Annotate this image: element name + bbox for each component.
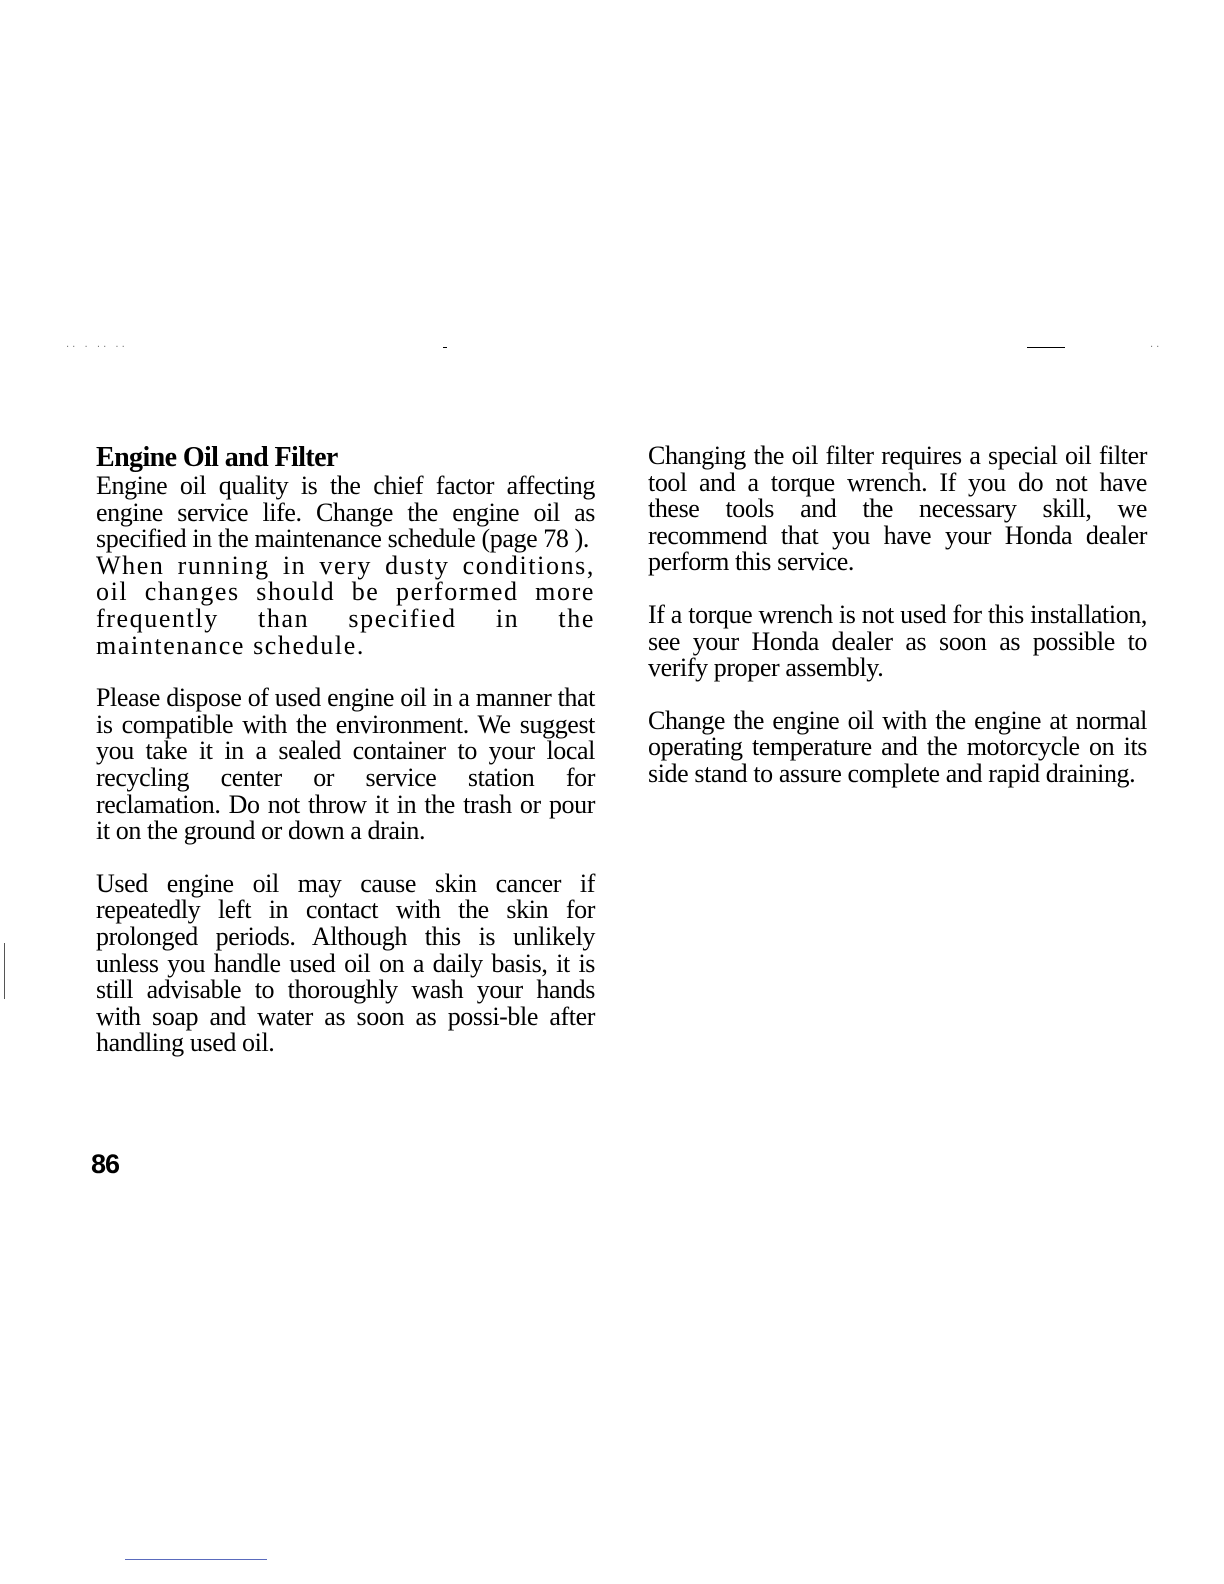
section-title: Engine Oil and Filter xyxy=(96,442,338,473)
left-column xyxy=(96,443,595,1057)
paragraph-oil-filter-tool: Changing the oil filter requires a special oil filter tool and a torque wrench. If you do not have these tools and the necessary skill, we recommend that you have your Honda dealer perform this service. xyxy=(648,441,1147,577)
scan-artifact-dots: ·· · ·· ·· xyxy=(66,342,128,353)
scan-artifact-dots-right: ·· xyxy=(1150,342,1163,353)
page-number: 86 xyxy=(91,1149,120,1179)
scan-artifact-bottom-rule xyxy=(125,1559,267,1560)
paragraph-change-oil-temperature: Change the engine oil with the engine at normal operating temperature and the motorcycle on its side stand to assure complete and rapid draining. xyxy=(648,705,1147,788)
paragraph-engine-oil-quality: Engine oil quality is the chief factor affecting engine service life. Change the engine oil as specified in the maintenance schedule (page 78 ). xyxy=(96,471,595,554)
paragraph-skin-cancer-warning: Used engine oil may cause skin cancer if repeatedly left in contact with the skin for prolonged periods. Although this is unlikely unless you handle used oil on a daily basis, it is still advisable to thoroughly wash your hands with soap and water as soon as possi-ble after handling used oil. xyxy=(96,868,595,1058)
right-column xyxy=(648,443,1147,788)
scan-artifact-rule xyxy=(1027,347,1065,348)
paragraph-torque-wrench: If a torque wrench is not used for this installation, see your Honda dealer as soon as possible to verify proper assembly. xyxy=(648,599,1147,683)
paragraph-dusty-conditions: When running in very dusty conditions, oil changes should be performed more frequently than specified in the maintenance schedule. xyxy=(96,550,595,660)
scan-artifact-mark xyxy=(443,347,447,348)
scan-artifact-left-rule xyxy=(4,943,5,999)
paragraph-dispose-oil: Please dispose of used engine oil in a manner that is compatible with the environment. We suggest you take it in a sealed container to your local recycling center or service station for reclamation. Do not throw it in the trash or pour it on the ground or down a drain. xyxy=(96,683,595,846)
